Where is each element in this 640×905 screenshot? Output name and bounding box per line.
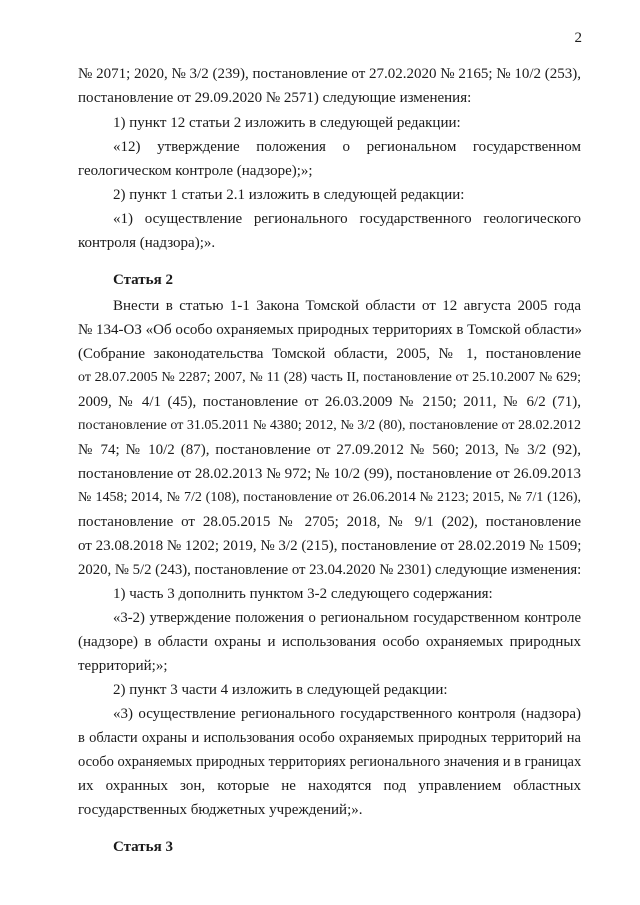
text-line: 2) пункт 1 статьи 2.1 изложить в следующей редакции: (113, 187, 465, 203)
text-line: № 74; № 10/2 (87), постановление от 27.09.2012 № 560; 2013, № 3/2 (92), (78, 442, 581, 458)
text-line: 1) пункт 12 статьи 2 изложить в следующей редакции: (113, 115, 461, 131)
text-line: постановление от 29.09.2020 № 2571) следующие изменения: (78, 90, 472, 106)
article-heading: Статья 3 (113, 839, 173, 855)
article-heading: Статья 2 (113, 272, 173, 288)
text-line: «1) осуществление регионального государственного геологического (113, 211, 581, 227)
text-line: 2020, № 5/2 (243), постановление от 23.04.2020 № 2301) следующие изменения: (78, 562, 582, 578)
text-line: постановление от 28.05.2015 № 2705; 2018, № 9/1 (202), постановление (78, 514, 581, 530)
text-line: территорий;»; (78, 658, 168, 674)
text-line: в области охраны и использования особо охраняемых природных территорий на (78, 730, 581, 746)
text-line: постановление от 28.02.2013 № 972; № 10/2 (99), постановление от 26.09.2013 (78, 466, 581, 482)
text-line: 1) часть 3 дополнить пунктом 3-2 следующего содержания: (113, 586, 493, 602)
page-number: 2 (574, 30, 582, 46)
text-line: «12) утверждение положения о региональном государственном (113, 139, 581, 155)
text-line: (надзоре) в области охраны и использования особо охраняемых природных (78, 634, 581, 650)
text-line: от 23.08.2018 № 1202; 2019, № 3/2 (215), постановление от 28.02.2019 № 1509; (78, 538, 582, 554)
text-line: от 28.07.2005 № 2287; 2007, № 11 (28) часть II, постановление от 25.10.2007 № 629; (78, 370, 581, 385)
text-line: № 2071; 2020, № 3/2 (239), постановление от 27.02.2020 № 2165; № 10/2 (253), (78, 66, 581, 82)
text-line: № 1458; 2014, № 7/2 (108), постановление от 26.06.2014 № 2123; 2015, № 7/1 (126), (78, 490, 581, 505)
text-line: геологическом контроле (надзоре);»; (78, 163, 313, 179)
text-line: государственных бюджетных учреждений;». (78, 802, 363, 818)
text-line: особо охраняемых природных территориях регионального значения и в границах (78, 754, 582, 770)
text-line: «3-2) утверждение положения о региональном государственном контроле (113, 610, 581, 626)
text-line: 2009, № 4/1 (45), постановление от 26.03.2009 № 2150; 2011, № 6/2 (71), (78, 394, 581, 410)
text-line: 2) пункт 3 части 4 изложить в следующей редакции: (113, 682, 448, 698)
text-line: (Собрание законодательства Томской области, 2005, № 1, постановление (78, 346, 581, 362)
text-line: «3) осуществление регионального государственного контроля (надзора) (113, 706, 581, 722)
text-line: Внести в статью 1-1 Закона Томской области от 12 августа 2005 года (113, 298, 581, 314)
text-line: их охранных зон, которые не находятся под управлением областных (78, 778, 581, 794)
text-line: контроля (надзора);». (78, 235, 216, 251)
text-line: постановление от 31.05.2011 № 4380; 2012, № 3/2 (80), постановление от 28.02.2012 (78, 418, 581, 433)
text-line: № 134-ОЗ «Об особо охраняемых природных территориях в Томской области» (78, 322, 583, 338)
